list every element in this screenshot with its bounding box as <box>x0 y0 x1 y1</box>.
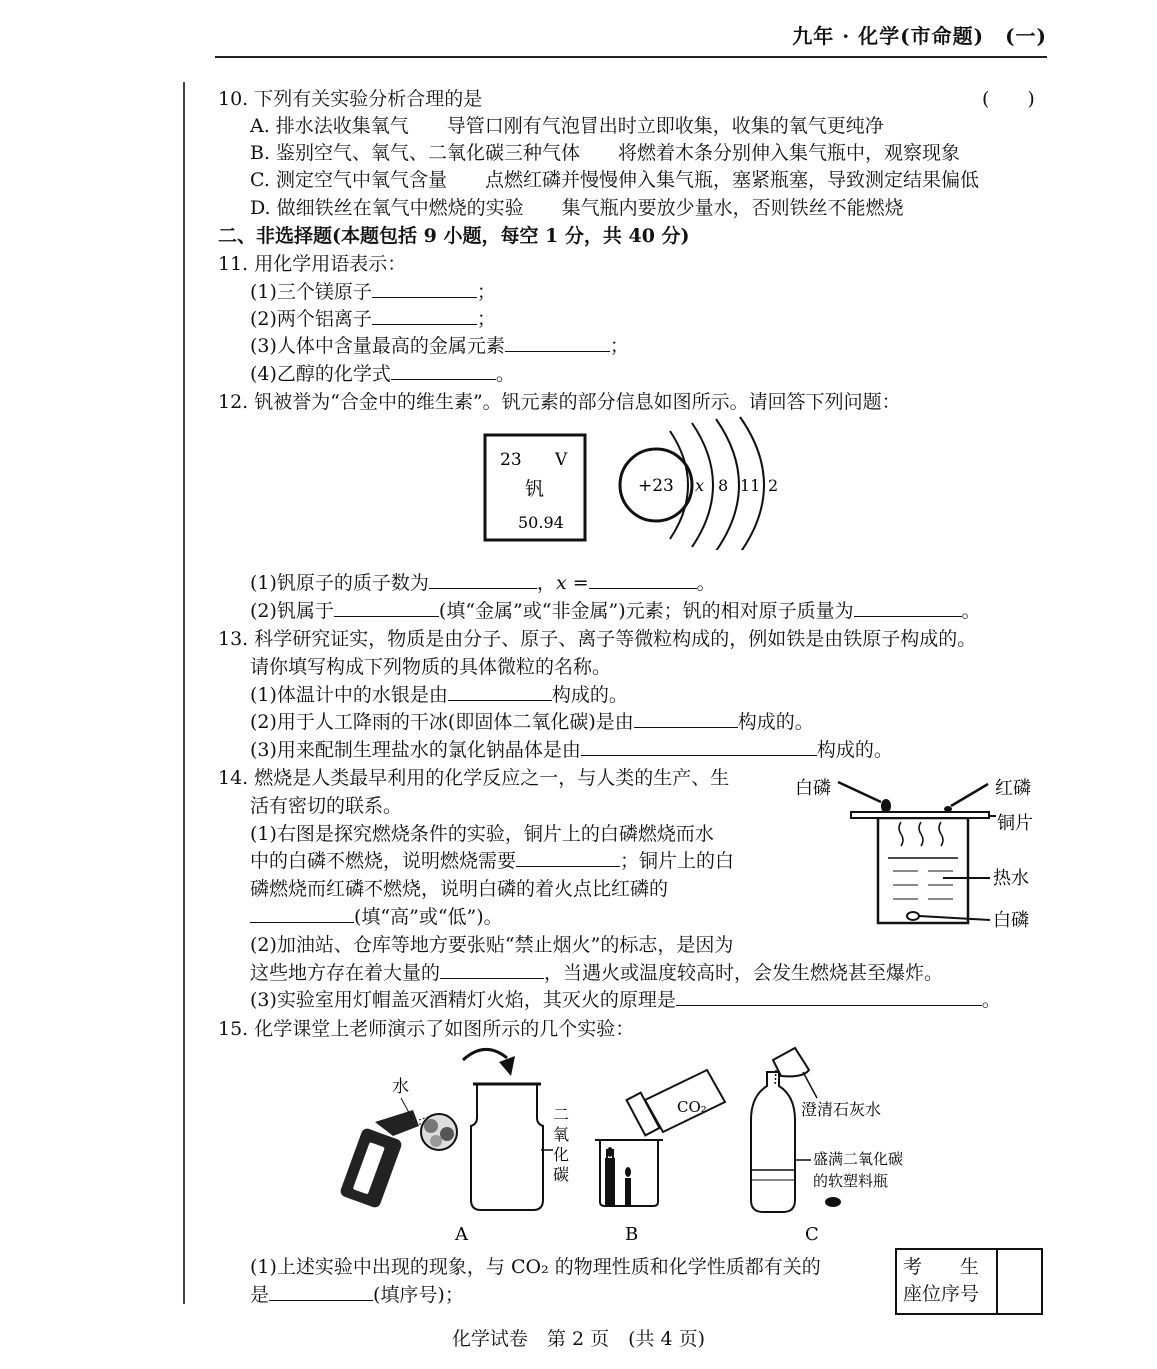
answer-blank[interactable] <box>372 277 477 298</box>
label-red-phosphorus: 红磷 <box>995 778 1031 799</box>
label-b: B <box>625 1224 639 1245</box>
red-phosphorus <box>944 806 952 812</box>
experiment-a <box>339 1049 569 1210</box>
q14-line-9 <box>250 985 1001 1012</box>
atomic-number: 23 <box>500 450 522 470</box>
q11-item-4 <box>250 359 515 386</box>
spray-head <box>375 1110 419 1136</box>
q13-stem-line1: 13. 科学研究证实，物质是由分子、原子、离子等微粒构成的，例如铁是由铁原子构成的。 <box>218 628 977 650</box>
white-phosphorus-flame <box>881 799 891 813</box>
answer-blank[interactable] <box>334 596 439 617</box>
page-footer: 化学试卷 第 2 页 (共 4 页) <box>451 1328 706 1350</box>
answer-blank[interactable] <box>372 304 477 325</box>
candle-low <box>625 1178 631 1206</box>
q14-text: ；铜片上的白 <box>620 850 735 872</box>
seat-number-box <box>895 1248 1043 1315</box>
q12-sub-2 <box>250 596 981 623</box>
answer-blank[interactable] <box>448 680 552 701</box>
label-co2-vertical: 化 <box>553 1145 570 1164</box>
q13-item-1 <box>250 680 628 707</box>
q10-option-a: A. 排水法收集氧气 导管口刚有气泡冒出时立即收集，收集的氧气更纯净 <box>250 115 884 137</box>
q13-item-end: 构成的。 <box>816 739 893 761</box>
q10-option-b: B. 鉴别空气、氧气、二氧化碳三种气体 将燃着木条分别伸入集气瓶中，观察现象 <box>250 142 961 164</box>
combustion-experiment-figure <box>793 768 1043 943</box>
answer-blank[interactable] <box>634 707 738 728</box>
q10-answer-bracket: ( ) <box>982 88 1035 110</box>
q15-text: (填序号)； <box>373 1284 464 1306</box>
label-a: A <box>455 1224 468 1245</box>
answer-blank[interactable] <box>505 331 610 352</box>
pointer <box>838 782 881 802</box>
q11-item-label: (2)两个铝离子 <box>250 308 372 330</box>
page-header-title: 九年 · 化学(市命题) (一) <box>792 24 1047 48</box>
q15-text: 是 <box>250 1284 270 1306</box>
steam <box>899 822 903 846</box>
seat-label-line1: 考 生 <box>903 1256 980 1278</box>
soft-plastic-bottle <box>751 1072 795 1212</box>
q13-item-text: (2)用于人工降雨的干冰(即固体二氧化碳)是由 <box>250 711 634 733</box>
q12-sub2-text: (2)钒属于 <box>250 600 334 622</box>
q10-stem: 10. 下列有关实验分析合理的是 <box>218 88 483 110</box>
q13-item-end: 构成的。 <box>737 711 814 733</box>
q12-stem: 12. 钒被誉为“合金中的维生素”。钒元素的部分信息如图所示。请回答下列问题： <box>218 391 901 413</box>
seat-label-line2: 座位序号 <box>903 1283 980 1305</box>
q13-item-3 <box>250 735 893 762</box>
q14-line-2: 活有密切的联系。 <box>250 795 403 817</box>
q14-text: (3)实验室用灯帽盖灭酒精灯火焰，其灭火的原理是 <box>250 989 676 1011</box>
seat-number-field[interactable] <box>998 1250 1041 1313</box>
q11-item-2 <box>250 304 496 331</box>
q15-sub1-line2 <box>250 1280 464 1307</box>
q11-item-end: ； <box>476 281 496 303</box>
q14-line-3: (1)右图是探究燃烧条件的实验，铜片上的白磷燃烧而水 <box>250 823 714 845</box>
section-2-title: 二、非选择题(本题包括 9 小题，每空 1 分，共 40 分) <box>218 225 690 247</box>
q14-line-1: 14. 燃烧是人类最早利用的化学反应之一，与人类的生产、生 <box>218 767 730 789</box>
label-co2: CO₂ <box>677 1098 707 1116</box>
label-white-phosphorus: 白磷 <box>795 778 831 799</box>
shell-electron-count: x <box>695 476 705 495</box>
q12-sub1-text: (1)钒原子的质子数为 <box>250 572 429 594</box>
q13-stem-line2: 请你填写构成下列物质的具体微粒的名称。 <box>250 656 612 678</box>
beaker <box>878 818 968 923</box>
label-co2-vertical: 氧 <box>553 1125 570 1144</box>
q11-item-label: (4)乙醇的化学式 <box>250 363 391 385</box>
label-limewater: 澄清石灰水 <box>801 1100 882 1119</box>
q14-line-5: 磷燃烧而红磷不燃烧，说明白磷的着火点比红磷的 <box>250 878 669 900</box>
white-phosphorus-underwater <box>907 912 919 920</box>
answer-blank[interactable] <box>854 596 962 617</box>
q12-sub-1 <box>250 568 716 595</box>
q12-sub2-text-b: (填“金属”或“非金属”)元素；钒的相对原子质量为 <box>438 600 854 622</box>
answer-blank[interactable] <box>676 985 982 1006</box>
q14-line-7: (2)加油站、仓库等地方要张贴“禁止烟火”的标志，是因为 <box>250 934 734 956</box>
binding-margin-line <box>183 82 185 1304</box>
label-hot-water: 热水 <box>993 868 1029 889</box>
answer-blank[interactable] <box>269 1280 373 1301</box>
label-bottle-line2: 的软塑料瓶 <box>813 1172 889 1190</box>
q14-line-6 <box>250 902 503 929</box>
q13-item-2 <box>250 707 814 734</box>
q12-x-equals: x = <box>555 572 589 594</box>
q15-sub1-line1: (1)上述实验中出现的现象，与 CO₂ 的物理性质和化学性质都有关的 <box>250 1256 821 1278</box>
pointer <box>919 916 990 920</box>
gas-jar <box>471 1084 543 1210</box>
q13-item-text: (1)体温计中的水银是由 <box>250 684 448 706</box>
flip-arrow <box>463 1049 507 1060</box>
answer-blank[interactable] <box>391 359 496 380</box>
q12-sub1-comma: ， <box>536 572 556 594</box>
bottle-cap <box>825 1197 841 1207</box>
atomic-mass: 50.94 <box>518 513 564 532</box>
label-co2-vertical: 二 <box>553 1105 570 1124</box>
q11-stem: 11. 用化学用语表示： <box>218 253 407 275</box>
q11-item-end: ； <box>609 335 629 357</box>
candle-high <box>605 1158 615 1206</box>
label-water: 水 <box>392 1077 409 1097</box>
q14-text: 这些地方存在着大量的 <box>250 962 441 984</box>
copper-plate <box>851 812 989 818</box>
q12-sub1-end: 。 <box>696 572 716 594</box>
steam <box>919 822 923 846</box>
shell-electron-count: 11 <box>740 476 761 495</box>
element-symbol: V <box>555 450 568 470</box>
q13-item-text: (3)用来配制生理盐水的氯化钠晶体是由 <box>250 739 581 761</box>
answer-blank[interactable] <box>250 902 354 923</box>
label-bottle-line1: 盛满二氧化碳 <box>813 1150 904 1168</box>
q11-item-label: (3)人体中含量最高的金属元素 <box>250 335 505 357</box>
answer-blank[interactable] <box>581 735 817 756</box>
q14-text: 中的白磷不燃烧，说明燃烧需要 <box>250 850 517 872</box>
experiment-c <box>751 1048 903 1212</box>
q11-item-label: (1)三个镁原子 <box>250 281 372 303</box>
experiment-b <box>595 1070 725 1206</box>
label-c: C <box>805 1224 819 1245</box>
answer-blank[interactable] <box>516 846 620 867</box>
label-co2-vertical: 碳 <box>553 1165 570 1184</box>
label-copper-plate: 铜片 <box>997 813 1033 834</box>
pointer <box>951 784 988 806</box>
q11-item-1 <box>250 277 496 304</box>
q10-option-d: D. 做细铁丝在氧气中燃烧的实验 集气瓶内要放少量水，否则铁丝不能燃烧 <box>250 197 904 219</box>
q11-item-end: 。 <box>495 363 515 385</box>
q12-sub2-end: 。 <box>961 600 981 622</box>
shell-electron-count: 8 <box>718 476 729 495</box>
steam <box>939 822 943 846</box>
co2-experiments-figure <box>335 1040 925 1245</box>
q10-option-c: C. 测定空气中氧气含量 点燃红磷并慢慢伸入集气瓶，塞紧瓶塞，导致测定结果偏低 <box>250 169 979 191</box>
answer-blank[interactable] <box>589 568 697 589</box>
nucleus-charge: +23 <box>638 476 674 496</box>
label-white-phosphorus-water: 白磷 <box>993 910 1029 931</box>
q11-item-end: ； <box>476 308 496 330</box>
answer-blank[interactable] <box>440 958 544 979</box>
q14-line-4 <box>250 846 734 873</box>
q13-item-end: 构成的。 <box>551 684 628 706</box>
vanadium-figure <box>470 415 790 550</box>
q14-text: 。 <box>981 989 1001 1011</box>
q14-line-8 <box>250 958 943 985</box>
shell-electron-count: 2 <box>768 476 779 495</box>
answer-blank[interactable] <box>429 568 537 589</box>
q15-stem: 15. 化学课堂上老师演示了如图所示的几个实验： <box>218 1018 635 1040</box>
element-name: 钒 <box>525 478 545 500</box>
q14-text: ，当遇火或温度较高时，会发生燃烧甚至爆炸。 <box>544 962 944 984</box>
header-rule <box>215 56 1047 58</box>
q11-item-3 <box>250 331 629 358</box>
q14-text: (填“高”或“低”)。 <box>354 906 503 928</box>
